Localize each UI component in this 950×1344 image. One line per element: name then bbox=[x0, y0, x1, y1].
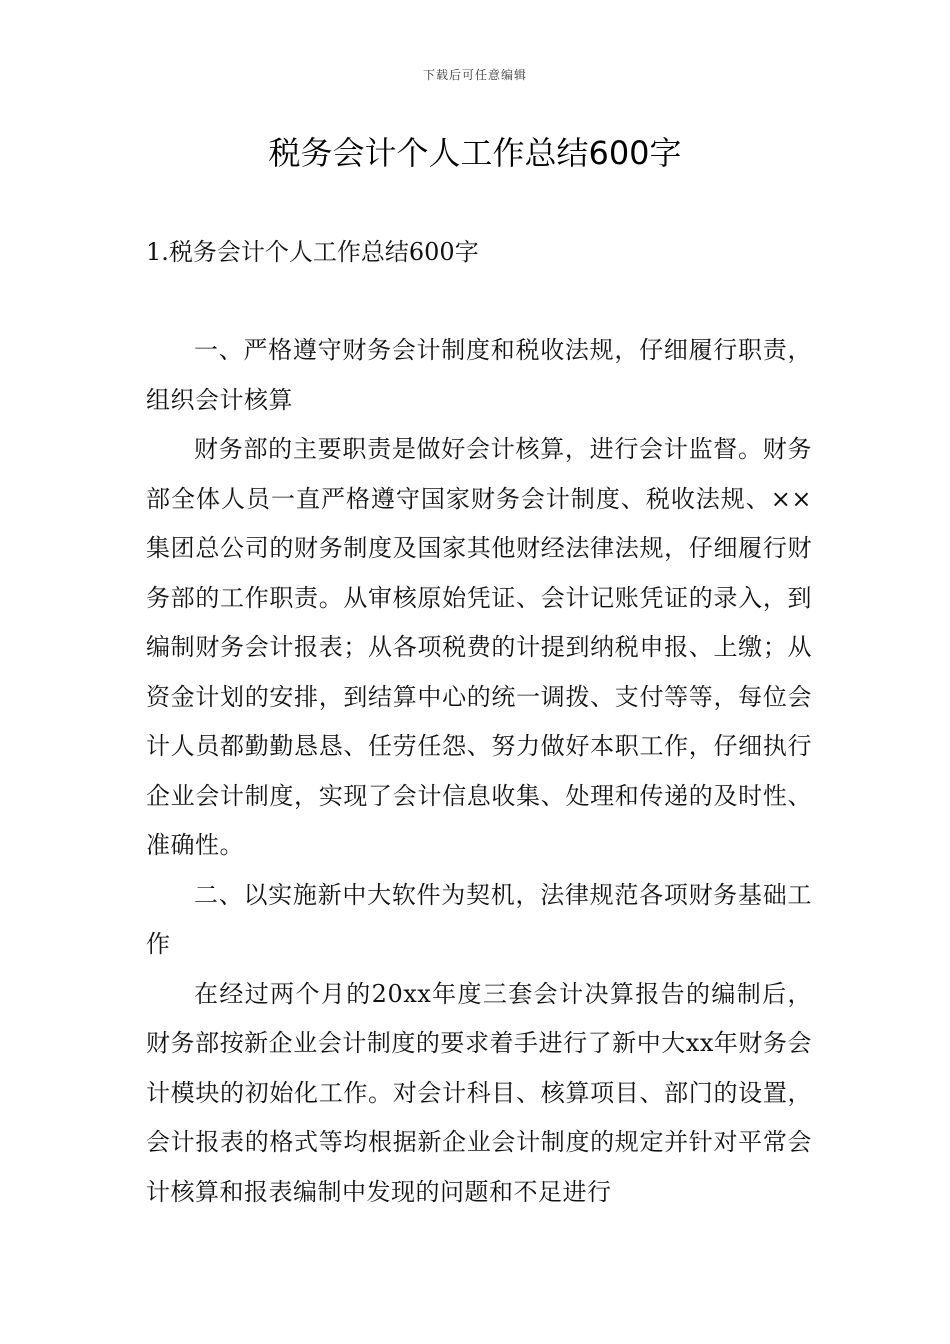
paragraph-section-one-body: 财务部的主要职责是做好会计核算，进行会计监督。财务部全体人员一直严格遵守国家财务会计制度、税收法规、××集团总公司的财务制度及国家其他财经法律法规，仔细履行财务部的工作职责。从审核原始凭证、会计记账凭证的录入，到编制财务会计报表；从各项税费的计提到纳税申报、上缴；从资金计划的安排，到结算中心的统一调拨、支付等等，每位会计人员都勤勤恳恳、任劳任怨、努力做好本职工作，仔细执行企业会计制度，实现了会计信息收集、处理和传递的及时性、准确性。 bbox=[146, 435, 812, 859]
document-title: 税务会计个人工作总结600字 bbox=[268, 134, 682, 172]
paragraph-section-one-heading: 一、严格遵守财务会计制度和税收法规，仔细履行职责，组织会计核算 bbox=[146, 336, 812, 414]
document-body bbox=[146, 326, 812, 1217]
paragraph-section-two-heading: 二、以实施新中大软件为契机，法律规范各项财务基础工作 bbox=[146, 880, 812, 958]
section-heading: 1.税务会计个人工作总结600字 bbox=[146, 238, 479, 266]
paragraph-section-two-body: 在经过两个月的20xx年度三套会计决算报告的编制后，财务部按新企业会计制度的要求着手进行了新中大xx年财务会计模块的初始化工作。对会计科目、核算项目、部门的设置，会计报表的格式等均根据新企业会计制度的规定并针对平常会计核算和报表编制中发现的问题和不足进行 bbox=[146, 979, 812, 1206]
header-note: 下载后可任意编辑 bbox=[422, 68, 527, 82]
